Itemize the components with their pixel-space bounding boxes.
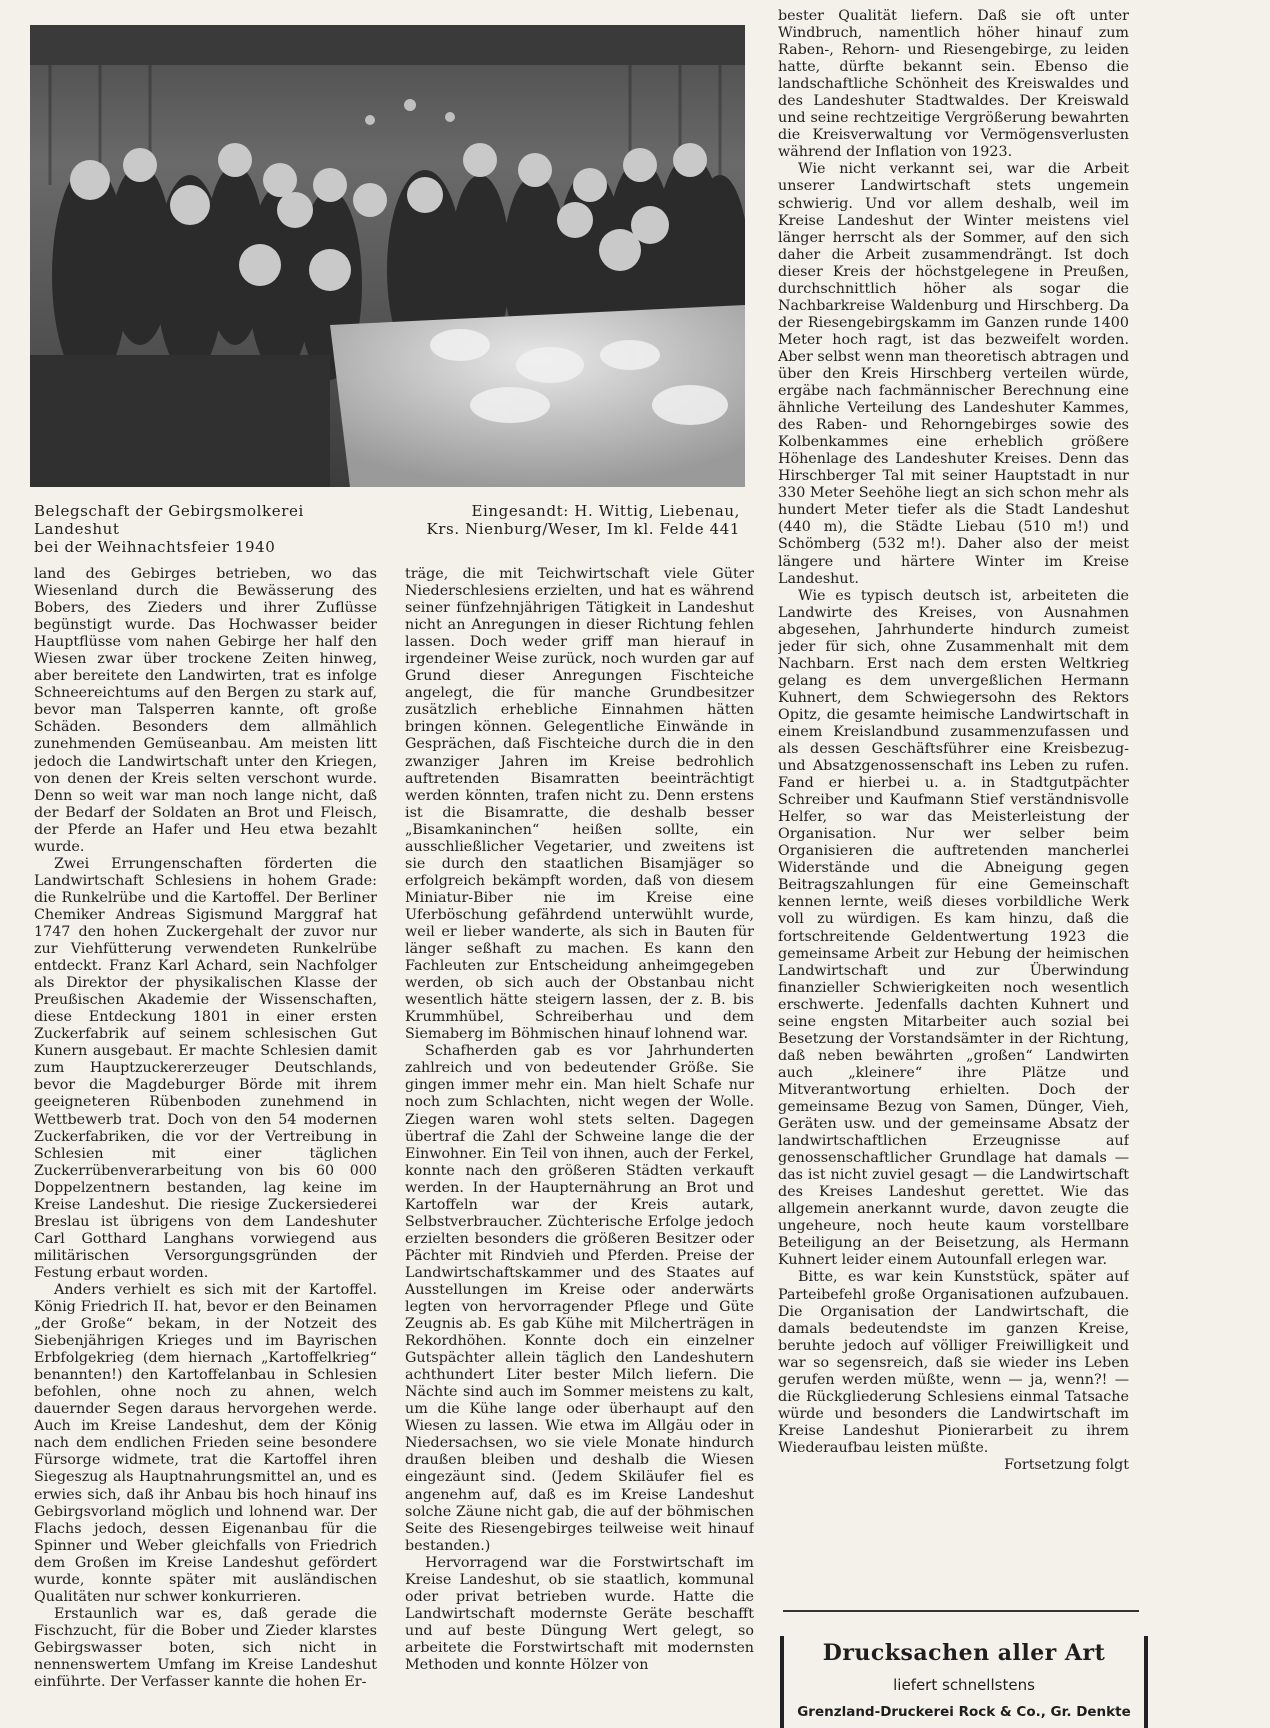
paragraph: bester Qualität liefern. Daß sie oft unter Windbruch, namentlich höher hinauf zum Raben-, Rehorn- und Riesengebirge, zu leiden hatte, dürfte bekannt sein. Ebenso die landschaftliche Schönheit des Kreiswaldes und des Landeshuter Stadtwaldes. Der Kreiswald und seine rechtzeitige Vergrößerung bewahrten die Kreisverwaltung vor Vermögensverlusten während der Inflation von 1923. [778,8,1129,161]
article-column-1 [34,566,377,1728]
ad-title: Drucksachen aller Art [822,1640,1106,1666]
paragraph: Wie nicht verkannt sei, war die Arbeit unserer Landwirtschaft stets ungemein schwierig. Und vor allem deshalb, weil im Kreise Landeshut der Winter meistens viel länger herrscht als der Sommer, auf den sich daher die Arbeit zusammendrängt. Ist doch dieser Kreis der höchstgelegene in Preußen, durchschnittlich höher als sogar die Nachbarkreise Waldenburg und Hirschberg. Da der Riesengebirgskamm im Ganzen runde 1400 Meter hoch ragt, ist das bezweifelt worden. Aber selbst wenn man theoretisch abtragen und über den Kreis Hirschberg verteilen würde, ergäbe nach fachmännischer Berechnung eine ähnliche Verteilung des Landeshuter Kammes, des Raben- und Rehorngebirges sowie des Kolbenkammes eine erheblich größere Höhenlage des Landeshuter Kreises. Denn das Hirschberger Tal mit seiner Hauptstadt in nur 330 Meter Seehöhe liegt an sich schon mehr als hundert Meter tiefer als die Stadt Landeshut (440 m), die Städte Liebau (510 m!) und Schömberg (532 m!). Daher also der meist längere und härtere Winter im Kreise Landeshut. [778,161,1129,587]
paragraph: Zwei Errungenschaften förderten die Landwirtschaft Schlesiens in hohem Grade: die Runkelrübe und die Kartoffel. Der Berliner Chemiker Andreas Sigismund Marggraf hat 1747 den hohen Zuckergehalt der zuvor nur zur Viehfütterung verwendeten Runkelrübe entdeckt. Franz Karl Achard, sein Nachfolger als Direktor der physikalischen Klasse der Preußischen Akademie der Wissenschaften, diese Entdeckung 1801 in einer ersten Zuckerfabrik auf seinem schlesischen Gut Kunern ausgebaut. Er machte Schlesien damit zum Hauptzuckererzeuger Deutschlands, bevor die Magdeburger Börde mit ihrem geeigneteren Rübenboden zunehmend in Wettbewerb trat. Doch von den 54 modernen Zuckerfabriken, die vor der Vertreibung in Schlesien mit einer täglichen Zuckerrübenverarbeitung von bis 60 000 Doppelzentnern bestanden, lag keine im Kreise Landeshut. Die riesige Zuckersiederei Breslau ist übrigens von dem Landeshuter Carl Gotthard Langhans vorwiegend aus militärischen Versorgungsgründen der Festung erbaut worden. [34,855,377,1281]
photo-image [30,25,745,487]
caption-line: Krs. Nienburg/Weser, Im kl. Felde 441 [426,520,740,538]
caption-line: bei der Weihnachtsfeier 1940 [34,538,276,556]
ad-firm: Grenzland-Druckerei Rock & Co., Gr. Denkte [797,1704,1131,1720]
paragraph: Erstaunlich war es, daß gerade die Fischzucht, für die Bober und Zieder klarstes Gebirgswasser boten, sich nicht in nennenswertem Umfang im Kreise Landeshut einführte. Der Verfasser kannte die hohen Er- [34,1605,377,1691]
paragraph: Bitte, es war kein Kunststück, später auf Parteibefehl große Organisationen aufzubauen. Die Organisation der Landwirtschaft, die damals bedeutendste im ganzen Kreise, beruhte jedoch auf völliger Freiwilligkeit und war so segensreich, daß sie wieder ins Leben gerufen werden müßte, wenn — ja, wenn?! — die Rückgliederung Schlesiens einmal Tatsache würde und besonders die Landwirtschaft im Kreise Landeshut Pionierarbeit zu ihrem Wiederaufbau leisten müßte. [778,1269,1129,1456]
advertisement-box [780,1636,1148,1728]
paragraph: Schafherden gab es vor Jahrhunderten zahlreich und von bedeutender Größe. Sie gingen immer mehr ein. Man hielt Schafe nur noch zum Schlachten, nicht wegen der Wolle. Ziegen waren wohl stets selten. Dagegen übertraf die Zahl der Schweine lange die der Einwohner. Ein Teil von ihnen, auch der Ferkel, konnte nach den größeren Städten verkauft werden. In der Haupternährung an Brot und Kartoffeln war der Kreis autark, Selbstverbraucher. Züchterische Erfolge jedoch erzielten besonders die größeren Besitzer oder Pächter mit Rindvieh und Pferden. Preise der Landwirtschaftskammer und des Staates auf Ausstellungen im Kreise oder anderwärts legten von hervorragender Pflege und Güte Zeugnis ab. Es gab Kühe mit Milcherträgen in Rekordhöhen. Konnte doch ein einzelner Gutspächter allein täglich den Landeshutern achthundert Liter bester Milch liefern. Die Nächte sind auch im Sommer meistens zu kalt, um die Kühe lange oder überhaupt auf den Wiesen zu lassen. Wie etwa im Allgäu oder in Niedersachsen, wo sie viele Monate hindurch draußen bleiben und deshalb die Wiesen eingezäunt sind. (Jedem Skiläufer fiel es angenehm auf, daß es im Kreise Landeshut solche Zäune nicht gab, die auf der böhmischen Seite des Riesengebirges teilweise weit hinauf bestanden.) [405,1043,754,1554]
continuation-note: Fortsetzung folgt [1004,1456,1129,1473]
photo-caption-right [420,502,740,538]
photo-caption-left [34,502,394,556]
caption-line: Belegschaft der Gebirgsmolkerei Landeshut [34,502,304,538]
paragraph: träge, die mit Teichwirtschaft viele Güter Niederschlesiens erzielten, und hat es während seiner fünfzehnjährigen Tätigkeit in Landeshut nicht an Anregungen in dieser Richtung fehlen lassen. Doch weder griff man hierauf in irgendeiner Weise zurück, noch wurden gar auf Grund dieser Anregungen Fischteiche angelegt, die für manche Grundbesitzer zusätzlich erhebliche Einnahmen hätten bringen können. Gelegentliche Einwände in Gesprächen, daß Fischteiche durch die in den zwanziger Jahren im Kreise bedrohlich auftretenden Bisamratten beeinträchtigt werden könnten, trafen nicht zu. Denn erstens ist die Bisamratte, die deshalb besser „Bisamkaninchen“ heißen sollte, ein ausschließlicher Vegetarier, und zweitens ist sie durch den staatlichen Bisamjäger so erfolgreich bekämpft worden, daß von diesem Miniatur-Biber nie im Kreise eine Uferböschung gefährdend unterwühlt wurde, weil er lieber wanderte, als sich in Bauten für länger seßhaft zu machen. Es kann den Fachleuten zur Entscheidung anheimgegeben werden, ob sich auch der Obstanbau nicht wesentlich hätte steigern lassen, der z. B. bis Krummhübel, Schreiberhau und dem Siemaberg im Böhmischen hinauf lohnend war. [405,566,754,1043]
article-column-3 [778,8,1129,1588]
paragraph: Anders verhielt es sich mit der Kartoffel. König Friedrich II. hat, bevor er den Beinamen „der Große“ bekam, in der Notzeit des Siebenjährigen Krieges und im Bayrischen Erbfolgekrieg (dem hiernach „Kartoffelkrieg“ benannten!) den Kartoffelanbau in Schlesien befohlen, ohne noch zu ahnen, welch dauernder Segen daraus hervorgehen werde. Auch im Kreise Landeshut, dem der König nach dem endlichen Frieden seine besondere Fürsorge widmete, trat die Kartoffel ihren Siegeszug als Hauptnahrungsmittel an, und es erwies sich, daß ihr Anbau bis hoch hinauf ins Gebirgsvorland möglich und lohnend war. Der Flachs jedoch, dessen Eigenanbau für die Spinner und Weber gleichfalls von Friedrich dem Großen im Kreise Landeshut gefördert wurde, konnte später mit ausländischen Qualitäten nur schwer konkurrieren. [34,1281,377,1605]
article-column-2 [405,566,754,1728]
divider [783,1610,1139,1612]
paragraph: Wie es typisch deutsch ist, arbeiteten die Landwirte des Kreises, von Ausnahmen abgesehen, Jahrhunderte hindurch zumeist jeder für sich, ohne Zusammenhalt mit dem Nachbarn. Erst nach dem ersten Weltkrieg gelang es dem unvergeßlichen Hermann Kuhnert, dem Schwiegersohn des Rektors Opitz, die gesamte heimische Landwirtschaft in einem Kreislandbund zusammenzufassen und als dessen Geschäftsführer eine Kreisbezug- und Absatzgenossenschaft ins Leben zu rufen. Fand er hierbei u. a. in Stadtgutpächter Schreiber und Kaufmann Stief verständnisvolle Helfer, so war das Meisterleistung der Organisation. Nur wer selber beim Organisieren die auftretenden mancherlei Widerstände und die Abneigung gegen Beitragszahlungen für eine Gemeinschaft kennen lernte, weiß dieses vorbildliche Werk voll zu würdigen. Es kam hinzu, daß die fortschreitende Geldentwertung 1923 die gemeinsame Arbeit zur Hebung der heimischen Landwirtschaft und zur Überwindung finanzieller Schwierigkeiten noch wesentlich erschwerte. Jedenfalls dachten Kuhnert und seine engsten Mitarbeiter auch sozial bei Besetzung der Vorstandsämter in der Richtung, daß neben bewährten „großen“ Landwirten auch „kleinere“ ihre Plätze und Mitverantwortung erhielten. Doch der gemeinsame Bezug von Samen, Dünger, Vieh, Geräten usw. und der gemeinsame Absatz der landwirtschaftlichen Erzeugnisse auf genossenschaftlicher Grundlage hat damals — das ist nicht zuviel gesagt — die Landwirtschaft des Kreises Landeshut gerettet. Wie das allgemein anerkannt wurde, davon zeugte die ungeheure, noch heute kaum vorstellbare Beteiligung an der Beisetzung, als Hermann Kuhnert leider einem Autounfall erlegen war. [778,587,1129,1269]
paragraph: land des Gebirges betrieben, wo das Wiesenland durch die Bewässerung des Bobers, des Zieders und ihrer Zuflüsse begünstigt wurde. Das Hochwasser beider Hauptflüsse vom nahen Gebirge her half den Wiesen zwar über trockene Zeiten hinweg, aber bereitete den Landwirten, trat es infolge Schneereichtums auf den Bergen zu stark auf, bevor man Talsperren kannte, oft große Schäden. Besonders dem allmählich zunehmenden Gemüseanbau. Am meisten litt jedoch die Landwirtschaft unter den Kriegen, von denen der Kreis selten verschont wurde. Denn so weit war man noch lange nicht, daß der Bedarf der Soldaten an Brot und Fleisch, der Pferde an Hafer und Heu etwa bezahlt wurde. [34,566,377,855]
ad-subtitle: liefert schnellstens [893,1676,1035,1694]
caption-line: Eingesandt: H. Wittig, Liebenau, [471,502,740,520]
photo-christmas-party [30,25,745,487]
paragraph: Hervorragend war die Forstwirtschaft im Kreise Landeshut, ob sie staatlich, kommunal oder privat betrieben wurde. Hatte die Landwirtschaft modernste Geräte beschafft und auf beste Düngung Wert gelegt, so arbeitete die Forstwirtschaft mit modernsten Methoden und konnte Hölzer von [405,1554,754,1673]
